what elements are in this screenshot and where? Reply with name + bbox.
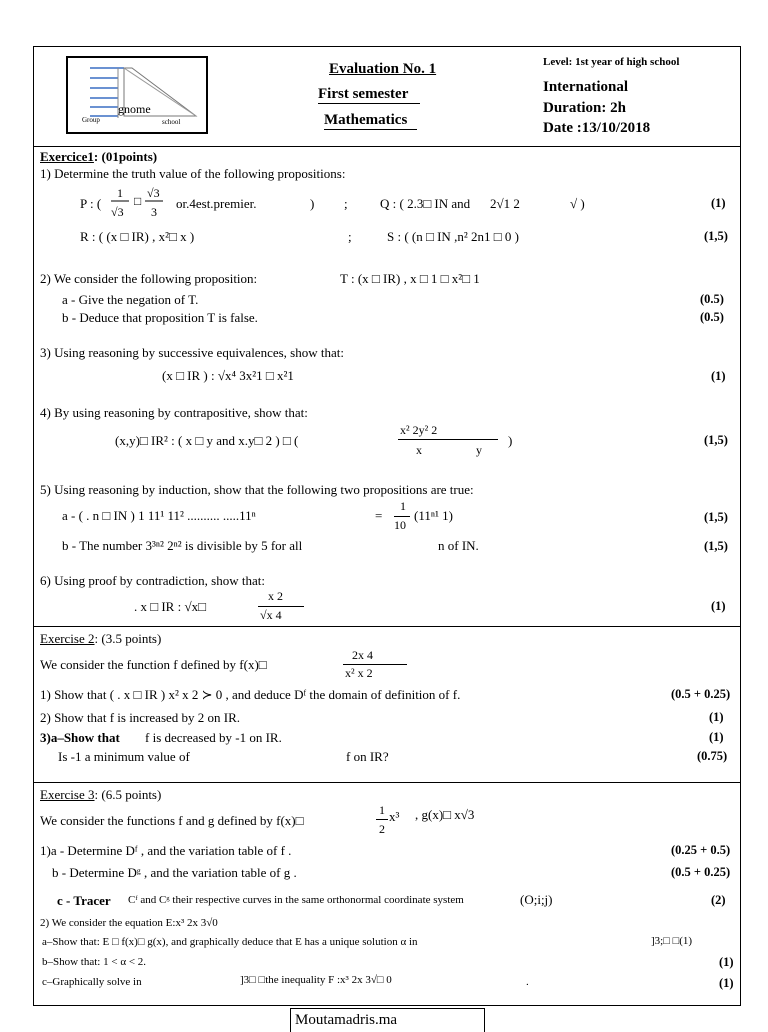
ex1-p-fractions <box>109 184 171 224</box>
ex1-q4-fraction-bar <box>398 439 498 440</box>
ex1-q6-numerator: x 2 <box>268 589 283 603</box>
ex1-q4-den-y: y <box>476 443 482 457</box>
svg-text:□: □ <box>134 194 142 208</box>
ex3-q2c-dot: . <box>526 976 529 988</box>
svg-text:1: 1 <box>117 186 123 200</box>
svg-text:3: 3 <box>151 205 157 219</box>
ex1-q5a-fraction-bar <box>394 516 410 517</box>
ex1-q6-expr: . x □ IR : √x□ <box>134 599 206 614</box>
ex2-q3-points: (1) <box>709 730 724 744</box>
ex3-q1c-points: (2) <box>711 893 726 907</box>
ex1-heading <box>40 149 157 165</box>
svg-text:√3: √3 <box>111 205 124 219</box>
ex2-q2: 2) Show that f is increased by 2 on IR. <box>40 710 241 725</box>
ex2-q3b: Is -1 a minimum value of <box>58 749 190 764</box>
ex1-q5a-points: (1,5) <box>704 510 728 524</box>
ex1-q5a-equals: = <box>375 508 383 523</box>
ex3-q2: 2) We consider the equation E:x³ 2x 3√0 <box>40 917 218 929</box>
ex1-p-tail: or.4est.premier. <box>176 196 257 211</box>
ex1-q-points: (1) <box>711 196 726 210</box>
exercise2-divider <box>33 626 741 627</box>
ex1-q3-expr: (x □ IR ) : √x⁴ 3x²1 □ x²1 <box>162 368 294 383</box>
ex1-q2a: a - Give the negation of T. <box>62 292 199 307</box>
ex3-title: Exercise 3 <box>40 787 95 802</box>
ex3-q2c: c–Graphically solve in <box>42 976 142 988</box>
ex3-f-fraction-bar <box>376 819 388 820</box>
ex3-q2c-points: (1) <box>719 976 734 990</box>
ex1-q2: 2) We consider the following proposition: <box>40 271 258 286</box>
ex1-title: Exercice1 <box>40 149 94 164</box>
ex1-q6-denominator: √x 4 <box>260 608 282 622</box>
ex1-q6: 6) Using proof by contradiction, show that: <box>40 573 265 588</box>
ex1-semicolon-1: ; <box>344 196 348 211</box>
ex2-intro: We consider the function f defined by f(x)□ <box>40 657 267 672</box>
duration: Duration: 2h <box>543 100 626 116</box>
ex3-g-expr: , g(x)□ x√3 <box>415 807 475 822</box>
ex1-q4: 4) By using reasoning by contrapositive, show that: <box>40 405 308 420</box>
ex3-heading <box>40 787 161 803</box>
ex1-q5a: a - ( . n □ IN ) 1 11¹ 11² .......... .....11ⁿ <box>62 508 256 523</box>
ex3-f-frac-den: 2 <box>379 822 385 836</box>
level: Level: 1st year of high school <box>543 56 680 68</box>
logo-left-text: Group <box>82 116 100 124</box>
ex3-q1c-frame: (O;i;j) <box>520 892 553 907</box>
ex1-q6-fraction-bar <box>258 606 304 607</box>
ex1-t-expr: T : (x □ IR) , x □ 1 □ x²□ 1 <box>340 271 480 286</box>
ex1-q3: 3) Using reasoning by successive equivalences, show that: <box>40 345 344 360</box>
evaluation-title: Evaluation No. 1 <box>329 61 437 77</box>
ex2-q3b-points: (0.75) <box>697 749 728 763</box>
ex2-q1-points: (0.5 + 0.25) <box>671 687 731 701</box>
date: Date :13/10/2018 <box>543 120 651 136</box>
semester: First semester <box>318 86 420 104</box>
ex1-q5b-tail: n of IN. <box>438 538 479 553</box>
ex3-f-tail: x³ <box>389 809 400 824</box>
ex1-q-close: √ ) <box>570 196 585 211</box>
exercise3-divider <box>33 782 741 783</box>
ex3-q1a-points: (0.25 + 0.5) <box>671 843 731 857</box>
ex1-q5a-frac-num: 1 <box>400 499 406 513</box>
ex2-heading <box>40 631 161 647</box>
ex2-title: Exercise 2 <box>40 631 95 646</box>
ex3-q2c-mid: ]3□ □the inequality F :x³ 2x 3√□ 0 <box>240 974 392 986</box>
ex3-f-frac-num: 1 <box>379 803 385 817</box>
ex2-q3-label: 3)a–Show that <box>40 730 120 745</box>
ex1-s-expr: S : ( (n □ IN ,n² 2n1 □ 0 ) <box>387 229 519 244</box>
ex1-q5b: b - The number 3³ⁿ² 2ⁿ² is divisible by 5 for all <box>62 538 303 553</box>
watermark-stamp <box>290 1008 485 1032</box>
ex3-q1b-points: (0.5 + 0.25) <box>671 865 731 879</box>
ex1-q2b-points: (0.5) <box>700 310 724 324</box>
ex1-rs-points: (1,5) <box>704 229 728 243</box>
ex3-q1b: b - Determine Dᵍ , and the variation table of g . <box>52 865 297 880</box>
ex3-q2a: a–Show that: E □ f(x)□ g(x), and graphically deduce that E has a unique solution α in <box>42 936 418 948</box>
ex3-intro: We consider the functions f and g defined by f(x)□ <box>40 813 304 828</box>
ex1-q4-close: ) <box>508 433 513 448</box>
ex3-q1c: Cᶠ and Cᵍ their respective curves in the same orthonormal coordinate system <box>128 894 464 906</box>
subject: Mathematics <box>324 112 417 130</box>
ex1-q5a-tail: (11ⁿ¹ 1) <box>414 508 453 523</box>
ex1-p-label: P : ( <box>80 196 102 211</box>
header-divider <box>33 146 741 147</box>
ex3-q2b-points: (1) <box>719 955 734 969</box>
ex1-q5a-frac-den: 10 <box>394 518 406 532</box>
school-logo <box>66 56 208 134</box>
ex1-semicolon-2: ; <box>348 229 352 244</box>
ex1-q-tail: 2√1 2 <box>490 196 520 211</box>
ex2-f-denominator: x² x 2 <box>345 666 373 680</box>
ex1-q4-points: (1,5) <box>704 433 728 447</box>
logo-right-text: school <box>162 118 181 126</box>
ex1-q-expr: Q : ( 2.3□ IN and <box>380 196 471 211</box>
ex1-q4-den-x: x <box>416 443 422 457</box>
ex1-q2a-points: (0.5) <box>700 292 724 306</box>
ex1-p-close: ) <box>310 196 315 211</box>
svg-text:√3: √3 <box>147 186 160 200</box>
ex2-points: : (3.5 points) <box>94 631 162 646</box>
ex2-q1: 1) Show that ( . x □ IR ) x² x 2 ≻ 0 , and deduce Dᶠ the domain of definition of f. <box>40 687 461 702</box>
ex3-q2b: b–Show that: 1 < α < 2. <box>42 956 147 968</box>
ex1-q3-points: (1) <box>711 369 726 383</box>
ex1-q5b-points: (1,5) <box>704 539 728 553</box>
ex3-q1c-label: c - Tracer <box>57 893 111 908</box>
track: International <box>543 79 629 95</box>
ex1-q4-expr: (x,y)□ IR² : ( x □ y and x.y□ 2 ) □ ( <box>115 433 299 448</box>
ex1-points: : (01points) <box>93 149 158 164</box>
ex2-q3: f is decreased by -1 on IR. <box>145 730 282 745</box>
ex1-q4-numerator: x² 2y² 2 <box>400 423 438 437</box>
ex2-q2-points: (1) <box>709 710 724 724</box>
ex3-q1a: 1)a - Determine Dᶠ , and the variation table of f . <box>40 843 292 858</box>
ex3-q2a-tail: ]3;□ □(1) <box>651 935 693 947</box>
logo-name: gnome <box>118 102 151 116</box>
ex1-q2b: b - Deduce that proposition T is false. <box>62 310 258 325</box>
ex1-r-expr: R : ( (x □ IR) , x²□ x ) <box>80 229 195 244</box>
ex1-q1: 1) Determine the truth value of the following propositions: <box>40 166 346 181</box>
ex1-q6-points: (1) <box>711 599 726 613</box>
ex3-points: : (6.5 points) <box>94 787 162 802</box>
ex2-q3b-tail: f on IR? <box>346 749 389 764</box>
watermark-text: Moutamadris.ma <box>295 1012 398 1028</box>
ex2-f-numerator: 2x 4 <box>352 648 373 662</box>
ex1-q5: 5) Using reasoning by induction, show that the following two propositions are true: <box>40 482 474 497</box>
ex2-f-fraction-bar <box>343 664 407 665</box>
